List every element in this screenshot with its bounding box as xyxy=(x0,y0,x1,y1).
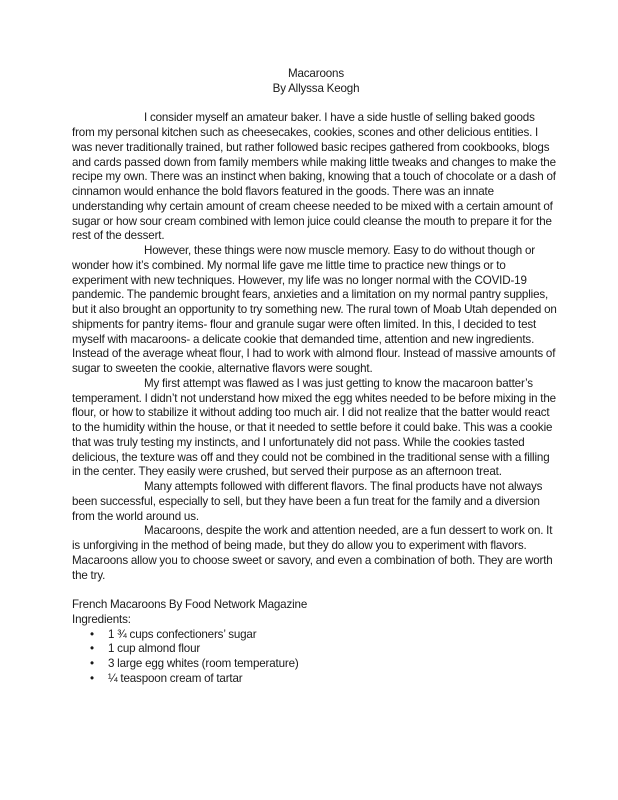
ingredients-list xyxy=(72,628,560,687)
ingredient-text: ¼ teaspoon cream of tartar xyxy=(108,671,243,685)
bullet-icon: • xyxy=(90,657,94,670)
ingredient-item xyxy=(72,628,560,643)
ingredient-item xyxy=(72,642,560,657)
ingredient-text: 3 large egg whites (room temperature) xyxy=(108,657,299,670)
paragraph: I consider myself an amateur baker. I have a side hustle of selling baked goods from my personal kitchen such as cheesecakes, cookies, scones and other delicious entities. I was never traditionally trained, but rather followed basic recipes gathered from cookbooks, blogs and cards passed down from family members while making little tweaks and changes to make the recipe my own. There was an instinct when baking, knowing that a touch of chocolate or a dash of cinnamon would enhance the bold flavors featured in the goods. There was an innate understanding why certain amount of cream cheese needed to be mixed with a certain amount of sugar or how sour cream combined with lemon juice could cleanse the mouth to prepare it for the rest of the dessert. xyxy=(72,111,556,243)
bullet-icon: • xyxy=(90,671,94,685)
recipe-title: French Macaroons By Food Network Magazine xyxy=(72,598,308,611)
bullet-icon: • xyxy=(90,627,94,641)
ingredients-label: Ingredients: xyxy=(72,612,131,626)
document-page xyxy=(72,67,560,687)
paragraph: Many attempts followed with different flavors. The final products have not always been successful, especially to sell, but they have been a fun treat for the family and a diversion from the world around us. xyxy=(72,480,543,523)
ingredient-text: 1 cup almond flour xyxy=(108,642,201,656)
bullet-icon: • xyxy=(90,642,94,656)
paragraph: However, these things were now muscle memory. Easy to do without though or wonder how it’s combined. My normal life gave me little time to practice new things or to experiment with new techniques. However, my life was no longer normal with the COVID-19 pandemic. The pandemic brought fears, anxieties and a limitation on my normal pantry supplies, but it also brought an opportunity to try something new. The rural town of Moab Utah depended on shipments for pantry items- flour and granule sugar were often limited. In this, I decided to test myself with macaroons- a delicate cookie that demanded time, attention and new ingredients. Instead of the average wheat flour, I had to work with almond flour. Instead of massive amounts of sugar to sweeten the cookie, alternative flavors were sought. xyxy=(72,244,557,375)
ingredient-text: 1 ¾ cups confectioners’ sugar xyxy=(108,627,257,641)
paragraph: Macaroons, despite the work and attention needed, are a fun dessert to work on. It is unforgiving in the method of being made, but they do allow you to experiment with flavors. Macaroons allow you to choose sweet or savory, and even a combination of both. They are worth the try. xyxy=(72,524,553,582)
paragraph: My first attempt was flawed as I was just getting to know the macaroon batter’s temperament. I didn’t not understand how mixed the egg whites needed to be before mixing in the flour, or how to stabilize it without adding too much air. I did not realize that the batter would react to the humidity within the house, or that it needed to settle before it could bake. This was a cookie that was truly testing my instincts, and I unfortunately did not pass. While the cookies tasted delicious, the texture was off and they could not be combined in the traditional sense with a filling in the center. They easily were crushed, but served their purpose as an afternoon treat. xyxy=(72,376,556,479)
document-title: Macaroons xyxy=(287,67,344,80)
ingredient-item xyxy=(72,657,560,672)
ingredient-item xyxy=(72,672,560,687)
document-author: By Allyssa Keogh xyxy=(272,81,360,95)
